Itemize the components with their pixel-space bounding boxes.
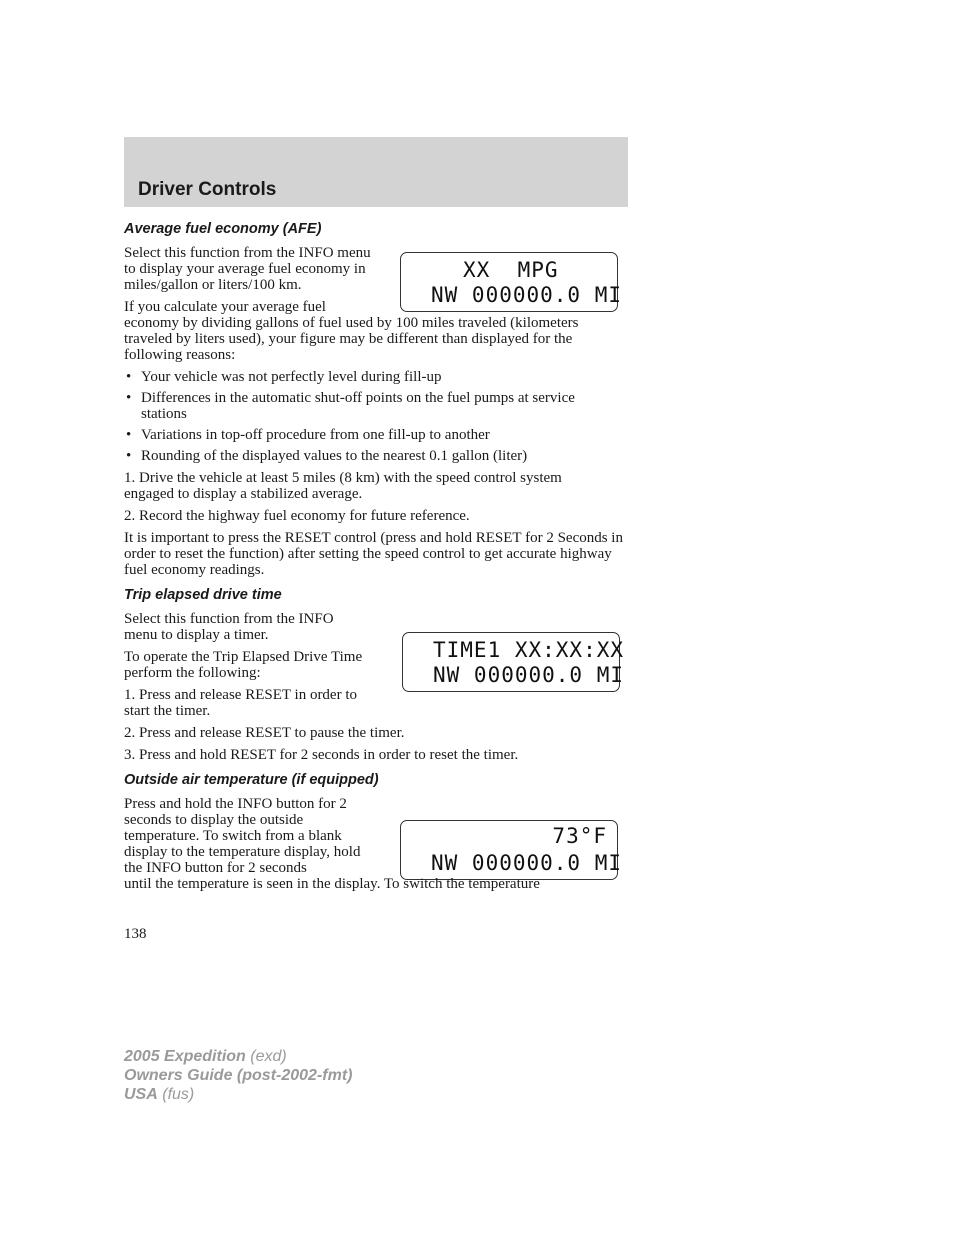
trip-display-line2: NW 000000.0 MI: [433, 663, 625, 687]
afe-display-line1: XX MPG: [463, 258, 559, 282]
afe-heading: Average fuel economy (AFE): [124, 221, 322, 237]
afe-reasons-list: [124, 369, 628, 464]
footer-region: USA: [124, 1086, 158, 1103]
afe-paragraph-2-rest: economy by dividing gallons of fuel used by 100 miles traveled (kilometers traveled by liters used), your figure may be different than displayed for the following reasons:: [124, 315, 579, 363]
afe-step-2: 2. Record the highway fuel economy for future reference.: [124, 508, 470, 524]
afe-note: It is important to press the RESET control (press and hold RESET for 2 Seconds in order to reset the function) after setting the speed control to get accurate highway fuel economy readings.: [124, 530, 623, 578]
footer-region-code: (fus): [162, 1086, 195, 1103]
page-content: [124, 220, 628, 898]
trip-heading: Trip elapsed drive time: [124, 587, 282, 603]
oat-heading: Outside air temperature (if equipped): [124, 772, 379, 788]
list-item: • Differences in the automatic shut-off points on the fuel pumps at service stations: [124, 390, 628, 422]
trip-step-2: 2. Press and release RESET to pause the timer.: [124, 725, 405, 741]
page-number: 138: [124, 926, 147, 942]
oat-paragraph-1: [124, 796, 628, 892]
afe-step-1: 1. Drive the vehicle at least 5 miles (8 km) with the speed control system engaged to display a stabilized average.: [124, 470, 562, 502]
trip-step-3: 3. Press and hold RESET for 2 seconds in order to reset the timer.: [124, 747, 519, 763]
oat-paragraph-1-rest: until the temperature is seen in the display. To switch the temperature: [124, 876, 540, 892]
trip-step-1: 1. Press and release RESET in order to start the timer.: [124, 687, 358, 719]
list-item: • Variations in top-off procedure from one fill-up to another: [124, 427, 628, 443]
trip-paragraph-2: To operate the Trip Elapsed Drive Time perform the following:: [124, 649, 363, 681]
trip-display-line1: TIME1 XX:XX:XX: [433, 638, 625, 662]
section-title: Driver Controls: [138, 179, 277, 200]
afe-paragraph-2: [124, 299, 628, 363]
footer-line-3: [124, 1085, 352, 1104]
afe-paragraph-1: Select this function from the INFO menu to display your average fuel economy in miles/gallon or liters/100 km.: [124, 245, 371, 293]
oat-display-line2: NW 000000.0 MI: [431, 851, 623, 875]
footer-guide: Owners Guide (post-2002-fmt): [124, 1067, 353, 1084]
list-item: • Rounding of the displayed values to the nearest 0.1 gallon (liter): [124, 448, 628, 464]
afe-display-line2: NW 000000.0 MI: [431, 283, 623, 307]
trip-paragraph-1: Select this function from the INFO menu to display a timer.: [124, 611, 334, 643]
section-header-band: [124, 137, 628, 207]
document-footer: [124, 1047, 352, 1104]
footer-line-2: [124, 1066, 352, 1085]
footer-line-1: [124, 1047, 352, 1066]
afe-paragraph-2-start: If you calculate your average fuel: [124, 299, 326, 315]
list-item: • Your vehicle was not perfectly level during fill-up: [124, 369, 628, 385]
oat-paragraph-1-start: Press and hold the INFO button for 2 seconds to display the outside temperature. To switch from a blank display to the temperature display, hold the INFO button for 2 seconds: [124, 796, 361, 876]
footer-model-code: (exd): [250, 1048, 287, 1065]
oat-display-line1: 73°F: [552, 824, 607, 848]
footer-model: 2005 Expedition: [124, 1048, 246, 1065]
